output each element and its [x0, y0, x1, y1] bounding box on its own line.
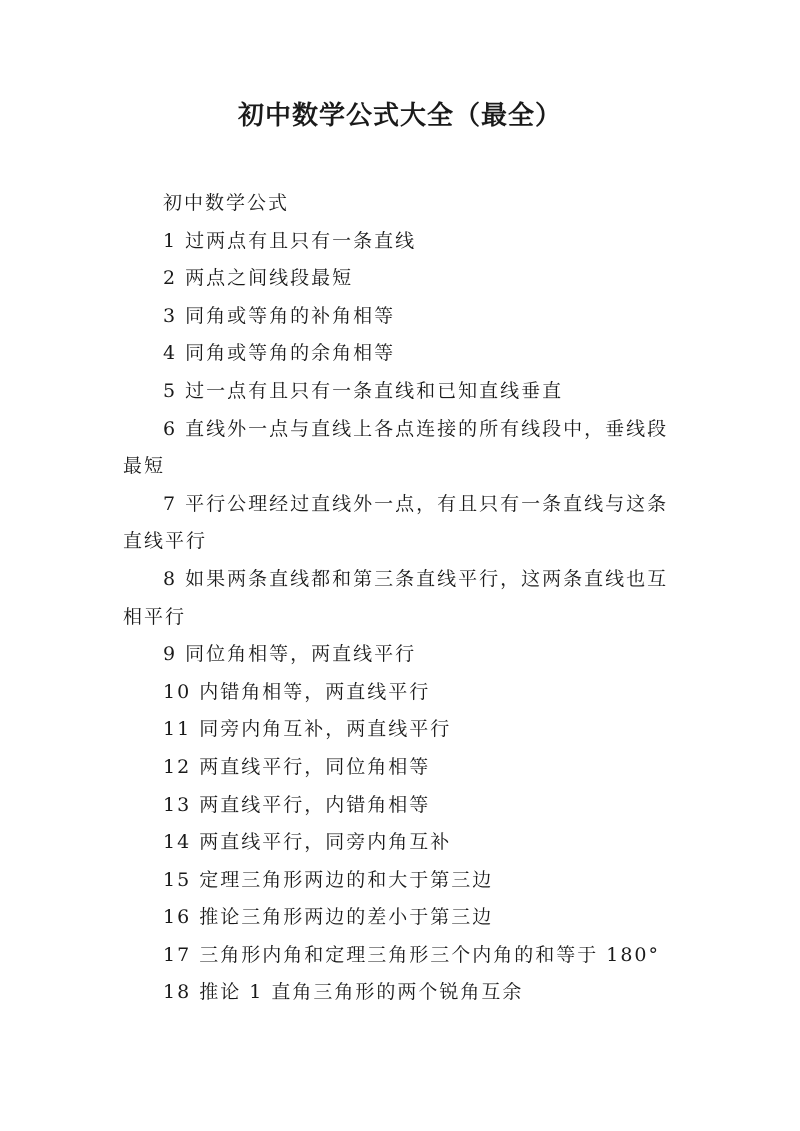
formula-item-9: 9 同位角相等，两直线平行 [163, 643, 417, 666]
formula-item-13: 13 两直线平行，内错角相等 [163, 793, 431, 816]
formula-item-1: 1 过两点有且只有一条直线 [163, 229, 417, 252]
formula-item-6: 6 直线外一点与直线上各点连接的所有线段中，垂线段最短 [123, 417, 669, 478]
formula-item-14: 14 两直线平行，同旁内角互补 [163, 831, 452, 854]
formula-item-8: 8 如果两条直线都和第三条直线平行，这两条直线也互相平行 [123, 567, 669, 628]
formula-item-16: 16 推论三角形两边的差小于第三边 [163, 906, 494, 929]
formula-item-17: 17 三角形内角和定理三角形三个内角的和等于 180° [163, 943, 661, 966]
formula-item-5: 5 过一点有且只有一条直线和已知直线垂直 [163, 379, 564, 402]
formula-item-18: 18 推论 1 直角三角形的两个锐角互余 [163, 981, 524, 1004]
formula-item-12: 12 两直线平行，同位角相等 [163, 755, 431, 778]
formula-item-3: 3 同角或等角的补角相等 [163, 304, 396, 327]
document-body [123, 185, 683, 1012]
formula-item-10: 10 内错角相等，两直线平行 [163, 680, 431, 703]
formula-item-11: 11 同旁内角互补，两直线平行 [163, 718, 452, 741]
formula-item-2: 2 两点之间线段最短 [163, 267, 354, 290]
section-heading: 初中数学公式 [163, 192, 290, 214]
formula-item-4: 4 同角或等角的余角相等 [163, 342, 396, 365]
formula-item-15: 15 定理三角形两边的和大于第三边 [163, 868, 494, 891]
document-title: 初中数学公式大全（最全） [237, 101, 562, 131]
formula-item-7: 7 平行公理经过直线外一点，有且只有一条直线与这条直线平行 [123, 492, 669, 553]
